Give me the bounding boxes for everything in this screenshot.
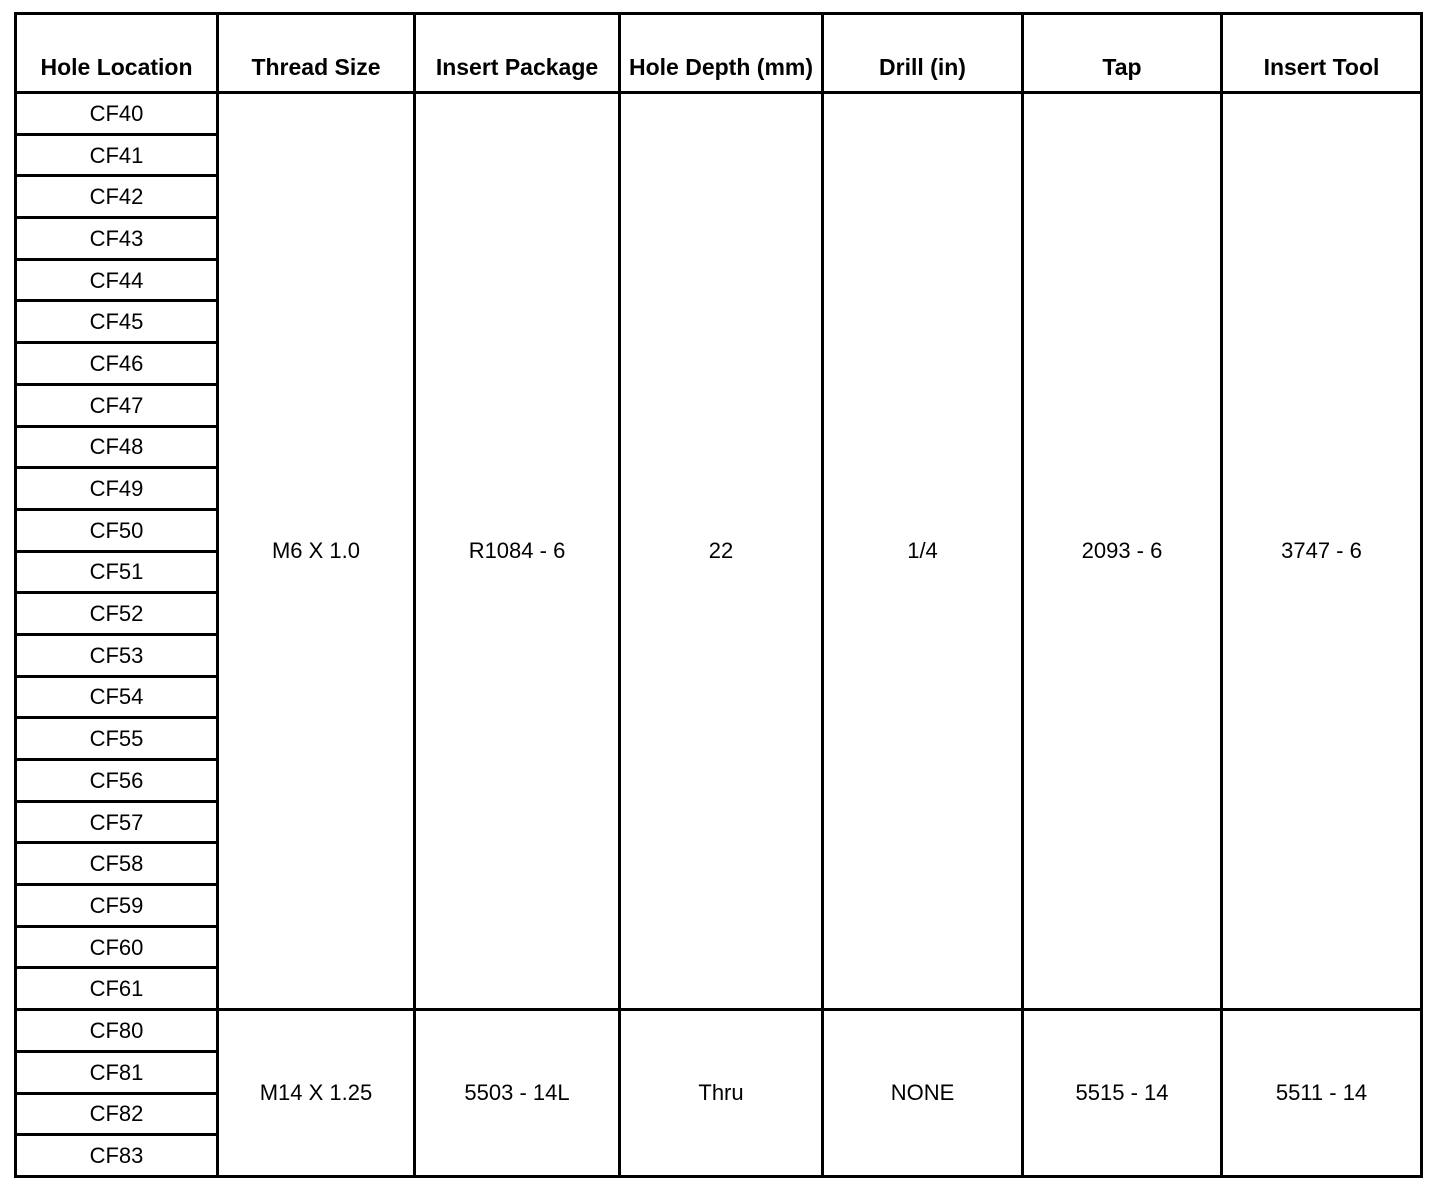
header-row [16, 14, 1422, 93]
hole-location-cell: CF51 [16, 551, 218, 593]
hole-location-cell: CF46 [16, 343, 218, 385]
hole-location-cell: CF80 [16, 1010, 218, 1052]
hole-location-cell: CF50 [16, 509, 218, 551]
header-thread-size: Thread Size [218, 14, 415, 93]
hole-location-cell: CF47 [16, 384, 218, 426]
hole-location-cell: CF42 [16, 176, 218, 218]
table-body [16, 93, 1422, 1177]
insert-tool-cell: 3747 - 6 [1222, 93, 1422, 1010]
hole-location-cell: CF57 [16, 801, 218, 843]
table-row [16, 93, 1422, 135]
hole-insert-spec-table [14, 12, 1423, 1178]
hole-location-cell: CF40 [16, 93, 218, 135]
header-insert-package: Insert Package [415, 14, 620, 93]
hole-location-cell: CF61 [16, 968, 218, 1010]
insert-package-cell: R1084 - 6 [415, 93, 620, 1010]
hole-location-cell: CF83 [16, 1135, 218, 1177]
hole-location-cell: CF59 [16, 885, 218, 927]
hole-location-cell: CF56 [16, 760, 218, 802]
drill-cell: 1/4 [823, 93, 1023, 1010]
header-insert-tool: Insert Tool [1222, 14, 1422, 93]
hole-location-cell: CF53 [16, 634, 218, 676]
header-drill: Drill (in) [823, 14, 1023, 93]
hole-location-cell: CF44 [16, 259, 218, 301]
hole-depth-cell: Thru [620, 1010, 823, 1177]
hole-location-cell: CF45 [16, 301, 218, 343]
header-tap: Tap [1023, 14, 1222, 93]
header-hole-location: Hole Location [16, 14, 218, 93]
tap-cell: 2093 - 6 [1023, 93, 1222, 1010]
hole-location-cell: CF48 [16, 426, 218, 468]
hole-location-cell: CF41 [16, 134, 218, 176]
hole-location-cell: CF52 [16, 593, 218, 635]
thread-size-cell: M6 X 1.0 [218, 93, 415, 1010]
hole-location-cell: CF54 [16, 676, 218, 718]
insert-tool-cell: 5511 - 14 [1222, 1010, 1422, 1177]
hole-location-cell: CF81 [16, 1051, 218, 1093]
drill-cell: NONE [823, 1010, 1023, 1177]
hole-location-cell: CF60 [16, 926, 218, 968]
hole-location-cell: CF55 [16, 718, 218, 760]
hole-insert-spec-sheet [14, 12, 1420, 1178]
header-hole-depth: Hole Depth (mm) [620, 14, 823, 93]
thread-size-cell: M14 X 1.25 [218, 1010, 415, 1177]
hole-location-cell: CF49 [16, 468, 218, 510]
hole-location-cell: CF82 [16, 1093, 218, 1135]
insert-package-cell: 5503 - 14L [415, 1010, 620, 1177]
hole-location-cell: CF43 [16, 218, 218, 260]
hole-location-cell: CF58 [16, 843, 218, 885]
table-row [16, 1010, 1422, 1052]
tap-cell: 5515 - 14 [1023, 1010, 1222, 1177]
hole-depth-cell: 22 [620, 93, 823, 1010]
